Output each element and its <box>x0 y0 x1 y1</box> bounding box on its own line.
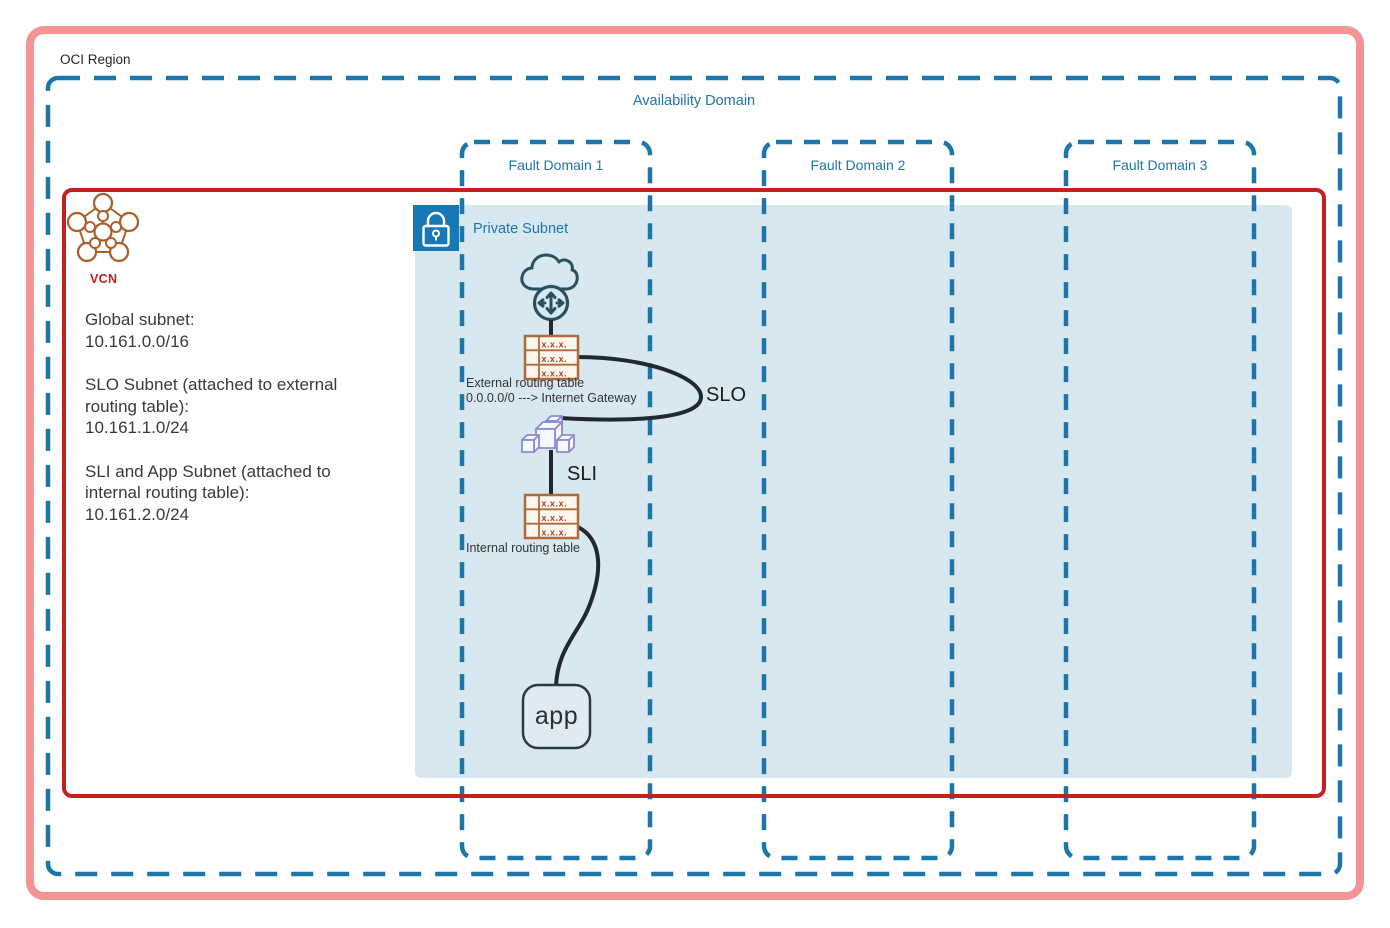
internet-gateway-icon <box>535 287 568 320</box>
slo-subnet-line2: routing table): <box>85 396 189 416</box>
internal-routing-table-label: Internal routing table <box>466 541 580 555</box>
fault-domain-3-label: Fault Domain 3 <box>1112 157 1208 173</box>
lock-icon <box>413 205 459 251</box>
vcn-subnet-info <box>85 309 405 547</box>
routing-cell-text: x.x.x. <box>541 368 568 379</box>
vcn-label: VCN <box>90 272 118 286</box>
fault-domain-2-label: Fault Domain 2 <box>810 157 906 173</box>
global-subnet-line2: 10.161.0.0/16 <box>85 331 189 351</box>
routing-cell-text: x.x.x. <box>541 498 568 509</box>
slo-subnet-text <box>85 374 405 439</box>
sli-label: SLI <box>567 463 598 485</box>
fault-domain-1-label: Fault Domain 1 <box>508 157 604 173</box>
external-routing-table-icon <box>525 336 578 379</box>
app-label: app <box>534 702 579 730</box>
private-subnet-label: Private Subnet <box>473 221 569 237</box>
global-subnet-line1: Global subnet: <box>85 310 195 329</box>
internal-routing-table-icon <box>525 495 578 538</box>
routing-cell-text: x.x.x. <box>541 527 568 538</box>
routing-cell-text: x.x.x. <box>541 513 568 523</box>
vcn-network-icon <box>68 194 138 261</box>
sli-subnet-line3: 10.161.2.0/24 <box>85 504 189 524</box>
oci-region-label: OCI Region <box>60 52 131 67</box>
availability-domain-label: Availability Domain <box>632 93 756 109</box>
slo-subnet-line1: SLO Subnet (attached to external <box>85 375 338 394</box>
routing-cell-text: x.x.x. <box>541 339 568 350</box>
external-routing-table-rule: 0.0.0.0/0 ---> Internet Gateway <box>466 391 637 405</box>
slo-subnet-line3: 10.161.1.0/24 <box>85 418 189 437</box>
sli-subnet-line1: SLI and App Subnet (attached to <box>85 461 331 481</box>
sli-subnet-text <box>85 461 405 526</box>
sli-subnet-line2: internal routing table): <box>85 483 250 502</box>
external-routing-table-label: External routing table <box>466 376 585 390</box>
routing-cell-text: x.x.x. <box>541 354 568 364</box>
slo-label: SLO <box>706 384 747 406</box>
global-subnet-text <box>85 309 405 352</box>
